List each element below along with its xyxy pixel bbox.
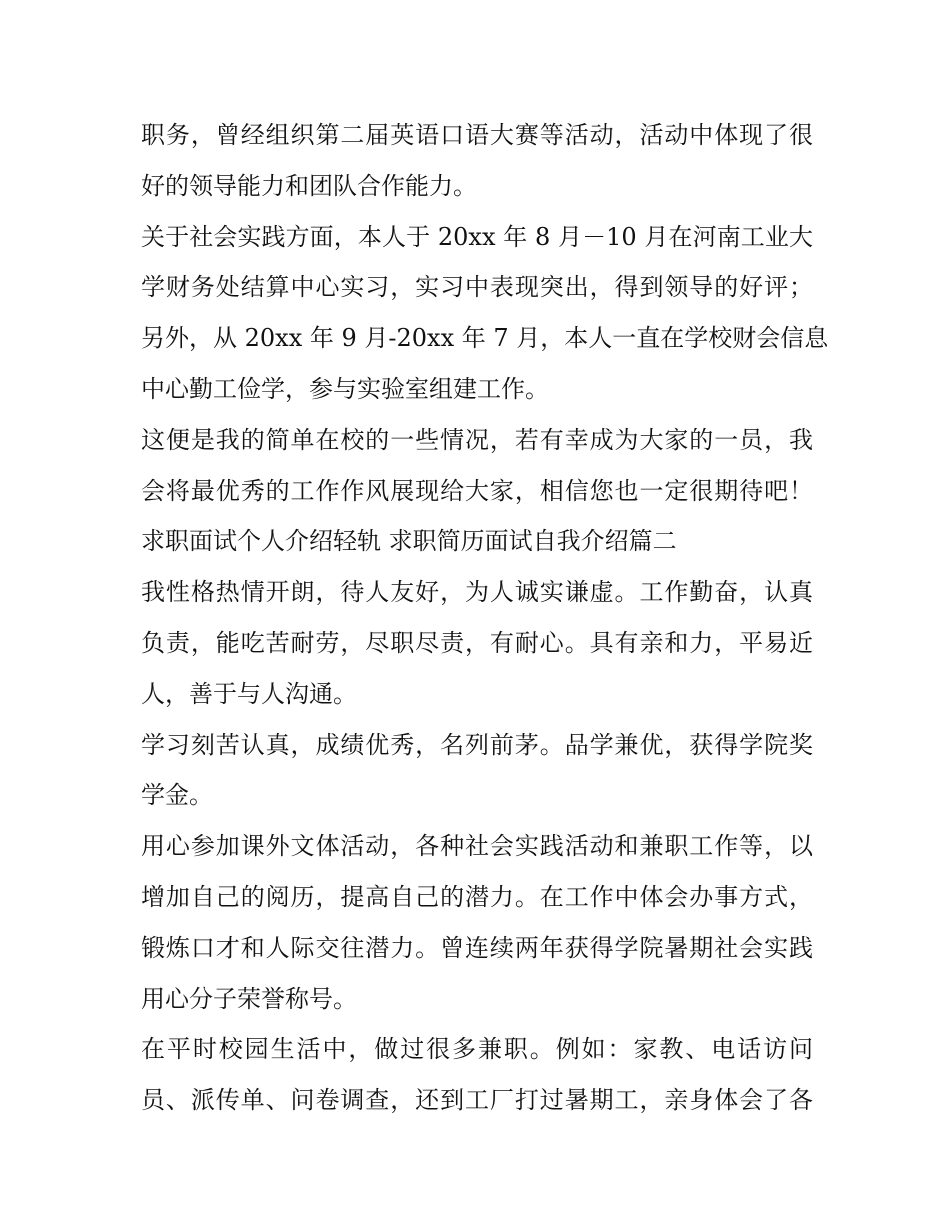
text-line: 在平时校园生活中，做过很多兼职。例如：家教、电话访问 — [141, 1035, 813, 1064]
text-line: 人，善于与人沟通。 — [141, 679, 357, 708]
text-line: 职务，曾经组织第二届英语口语大赛等活动，活动中体现了很 — [141, 121, 813, 149]
text-line: 好的领导能力和团队合作能力。 — [141, 171, 477, 200]
text-line: 用心分子荣誉称号。 — [141, 984, 357, 1013]
section-heading: 求职面试个人介绍轻轨 求职简历面试自我介绍篇二 — [141, 527, 677, 556]
text-line: 我性格热情开朗，待人友好，为人诚实谦虚。工作勤奋，认真 — [141, 578, 813, 607]
text-line: 学金。 — [141, 781, 213, 810]
text-line: 关于社会实践方面，本人于 20xx 年 8 月－10 月在河南工业大 — [141, 222, 813, 251]
text-line: 员、派传单、问卷调查，还到工厂打过暑期工，亲身体会了各 — [141, 1086, 813, 1115]
text-line: 用心参加课外文体活动，各种社会实践活动和兼职工作等，以 — [141, 832, 813, 861]
text-line: 另外，从 20xx 年 9 月-20xx 年 7 月，本人一直在学校财会信息 — [141, 324, 829, 353]
text-line: 这便是我的简单在校的一些情况，若有幸成为大家的一员，我 — [141, 425, 813, 454]
text-line: 中心勤工俭学，参与实验室组建工作。 — [141, 374, 549, 403]
text-line: 学习刻苦认真，成绩优秀，名列前茅。品学兼优，获得学院奖 — [141, 730, 813, 759]
text-line: 负责，能吃苦耐劳，尽职尽责，有耐心。具有亲和力，平易近 — [141, 628, 813, 657]
text-line: 增加自己的阅历，提高自己的潜力。在工作中体会办事方式， — [141, 882, 813, 911]
text-line: 会将最优秀的工作作风展现给大家，相信您也一定很期待吧！ — [141, 476, 813, 505]
text-line: 学财务处结算中心实习，实习中表现突出，得到领导的好评； — [141, 273, 813, 302]
document-body — [141, 110, 829, 1126]
text-line: 锻炼口才和人际交往潜力。曾连续两年获得学院暑期社会实践 — [141, 933, 813, 962]
